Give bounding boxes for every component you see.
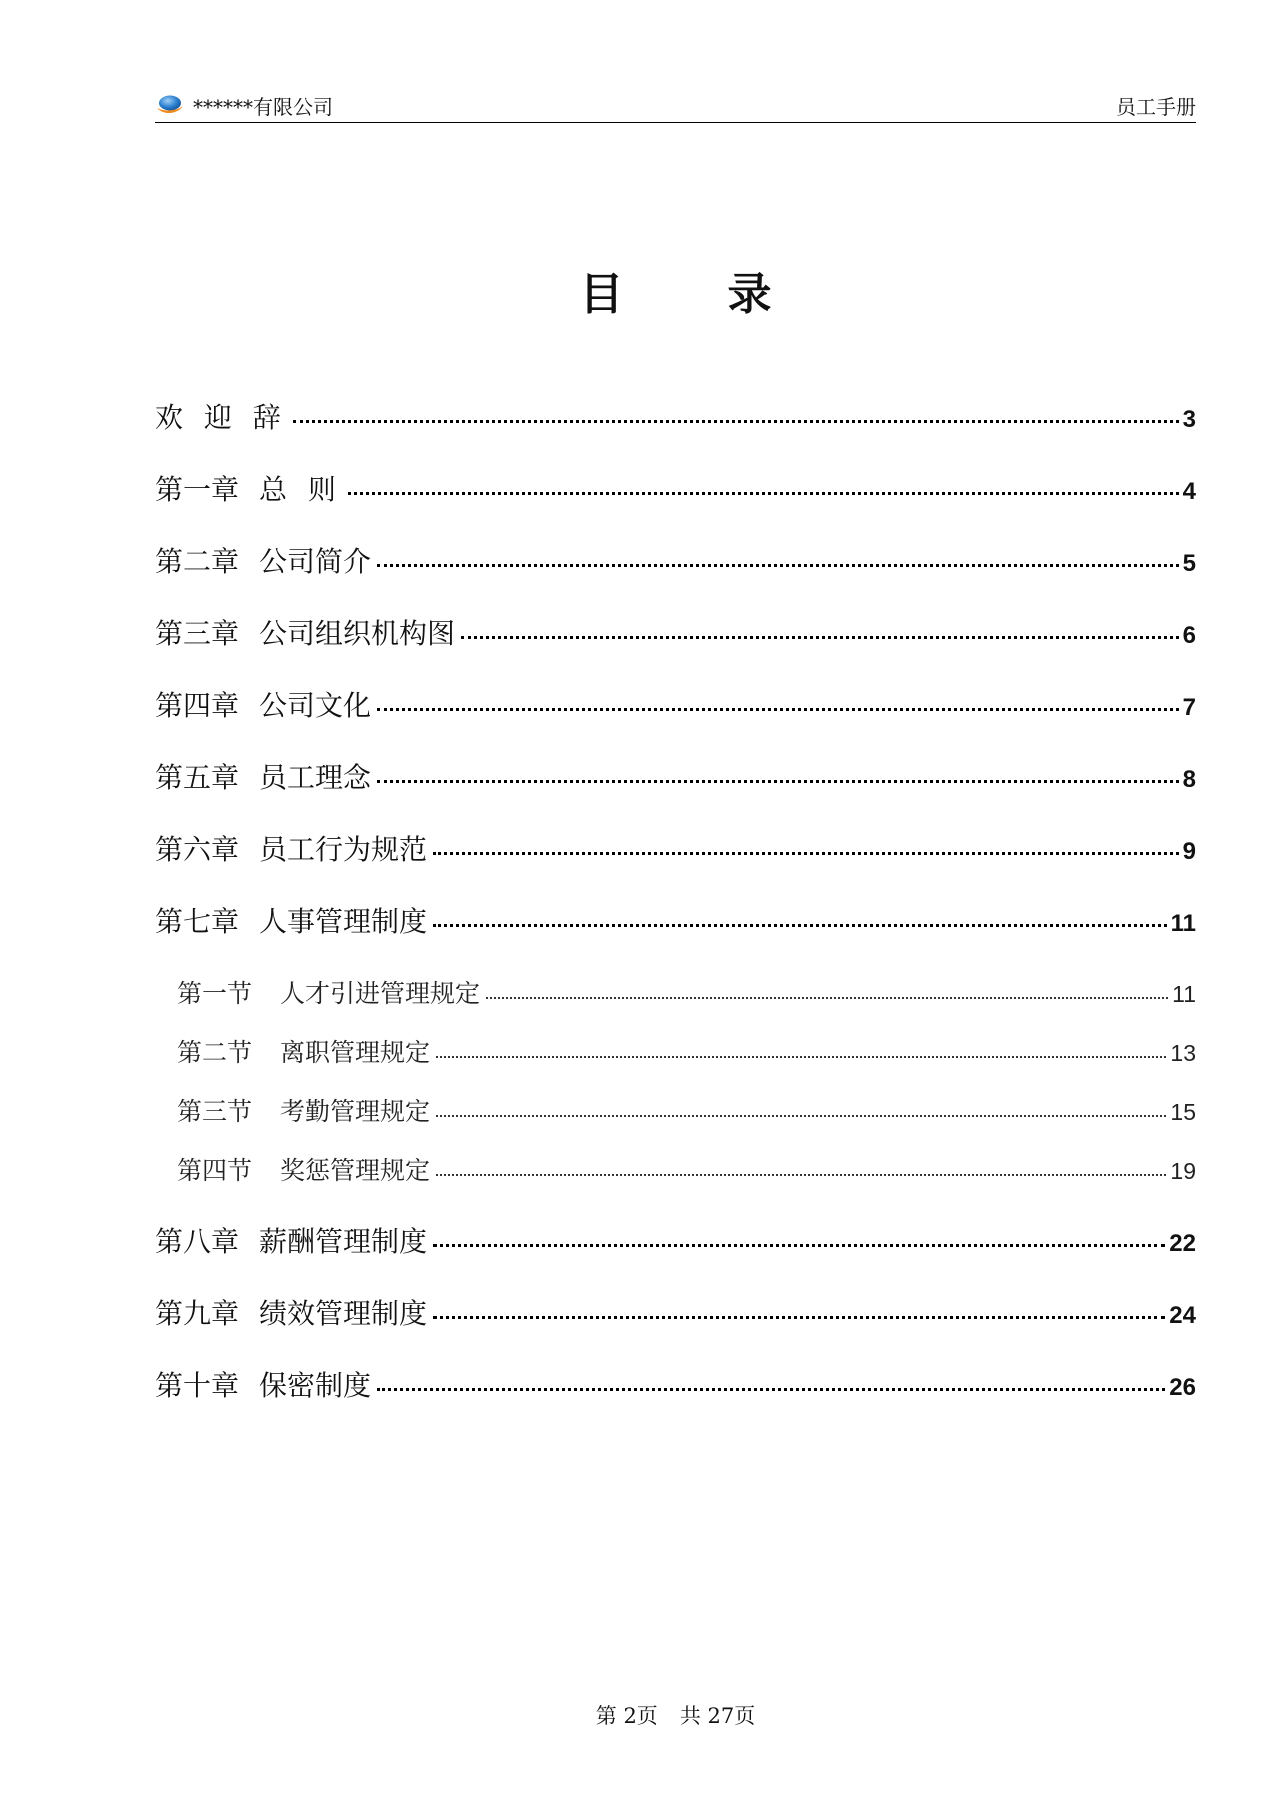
toc-section-row[interactable] bbox=[155, 964, 1196, 1023]
toc-section-title: 人才引进管理规定 bbox=[280, 979, 481, 1008]
company-name: ******有限公司 bbox=[193, 94, 333, 119]
toc-chapter-title: 薪酬管理制度 bbox=[259, 1225, 428, 1258]
toc-dot-leader bbox=[377, 708, 1179, 711]
toc-dot-leader bbox=[436, 1174, 1166, 1176]
toc-chapter-label: 第六章 bbox=[155, 833, 240, 866]
toc-page-number: 8 bbox=[1182, 766, 1196, 793]
toc-section-row[interactable] bbox=[155, 1082, 1196, 1141]
toc-page-number: 22 bbox=[1169, 1230, 1196, 1257]
toc-chapter-label: 第八章 bbox=[155, 1225, 240, 1258]
toc-dot-leader bbox=[377, 1388, 1165, 1391]
toc-dot-leader bbox=[433, 1244, 1165, 1247]
toc-dot-leader bbox=[433, 852, 1179, 855]
page-total: 共 27页 bbox=[679, 1704, 756, 1728]
toc-page-number: 13 bbox=[1170, 1040, 1196, 1066]
toc-chapter-label: 第二章 bbox=[155, 545, 240, 578]
table-of-contents bbox=[155, 382, 1196, 1422]
toc-chapter-title: 绩效管理制度 bbox=[259, 1297, 428, 1330]
toc-dot-leader bbox=[433, 924, 1167, 927]
toc-chapter-row[interactable] bbox=[155, 598, 1196, 670]
toc-dot-leader bbox=[461, 636, 1179, 639]
toc-chapter-row[interactable] bbox=[155, 526, 1196, 598]
toc-page-number: 11 bbox=[1170, 910, 1196, 937]
toc-chapter-row[interactable] bbox=[155, 1350, 1196, 1422]
toc-page-number: 15 bbox=[1170, 1099, 1196, 1125]
toc-page-number: 3 bbox=[1182, 406, 1196, 433]
toc-section-group bbox=[155, 964, 1196, 1200]
toc-chapter-label: 第五章 bbox=[155, 761, 240, 794]
toc-chapter-title: 欢 迎 辞 bbox=[155, 401, 287, 434]
toc-section-label: 第二节 bbox=[177, 1038, 253, 1067]
toc-chapter-row[interactable] bbox=[155, 382, 1196, 454]
toc-chapter-row[interactable] bbox=[155, 454, 1196, 526]
toc-heading-char: 目 bbox=[579, 269, 624, 320]
toc-page-number: 9 bbox=[1182, 838, 1196, 865]
toc-chapter-row[interactable] bbox=[155, 814, 1196, 886]
toc-page-number: 4 bbox=[1182, 478, 1196, 505]
toc-section-row[interactable] bbox=[155, 1023, 1196, 1082]
toc-chapter-label: 第一章 bbox=[155, 473, 240, 506]
toc-chapter-title: 员工行为规范 bbox=[259, 833, 428, 866]
toc-section-label: 第一节 bbox=[177, 979, 253, 1008]
toc-chapter-label: 第十章 bbox=[155, 1369, 240, 1402]
toc-chapter-row[interactable] bbox=[155, 886, 1196, 958]
toc-dot-leader bbox=[436, 1056, 1166, 1058]
toc-page-number: 24 bbox=[1169, 1302, 1196, 1329]
toc-dot-leader bbox=[348, 492, 1179, 495]
page-number: 第 2页 bbox=[595, 1704, 658, 1728]
company-logo bbox=[155, 94, 185, 116]
toc-section-title: 考勤管理规定 bbox=[280, 1097, 431, 1126]
toc-page-number: 11 bbox=[1172, 981, 1196, 1007]
toc-dot-leader bbox=[377, 780, 1179, 783]
toc-chapter-title: 公司文化 bbox=[259, 689, 372, 722]
toc-dot-leader bbox=[433, 1316, 1165, 1319]
toc-section-label: 第四节 bbox=[177, 1156, 253, 1185]
toc-heading-char: 录 bbox=[727, 269, 772, 320]
toc-dot-leader bbox=[293, 420, 1179, 423]
toc-page-number: 19 bbox=[1170, 1158, 1196, 1184]
document-title: 员工手册 bbox=[1116, 94, 1196, 119]
toc-page-number: 6 bbox=[1182, 622, 1196, 649]
toc-chapter-row[interactable] bbox=[155, 670, 1196, 742]
page-footer bbox=[155, 1700, 1196, 1730]
toc-section-label: 第三节 bbox=[177, 1097, 253, 1126]
toc-chapter-title: 总 则 bbox=[259, 473, 342, 506]
toc-chapter-label: 第四章 bbox=[155, 689, 240, 722]
toc-chapter-row[interactable] bbox=[155, 1278, 1196, 1350]
toc-section-row[interactable] bbox=[155, 1141, 1196, 1200]
toc-chapter-label: 第七章 bbox=[155, 905, 240, 938]
toc-chapter-label: 第九章 bbox=[155, 1297, 240, 1330]
toc-page-number: 26 bbox=[1169, 1374, 1196, 1401]
toc-section-title: 离职管理规定 bbox=[280, 1038, 431, 1067]
page-header bbox=[155, 88, 1196, 123]
toc-chapter-title: 公司组织机构图 bbox=[259, 617, 456, 650]
toc-chapter-title: 员工理念 bbox=[259, 761, 372, 794]
toc-dot-leader bbox=[486, 997, 1168, 999]
toc-page-number: 7 bbox=[1182, 694, 1196, 721]
toc-page-number: 5 bbox=[1182, 550, 1196, 577]
toc-heading bbox=[155, 262, 1196, 318]
toc-chapter-title: 人事管理制度 bbox=[259, 905, 428, 938]
toc-section-title: 奖惩管理规定 bbox=[280, 1156, 431, 1185]
toc-chapter-label: 第三章 bbox=[155, 617, 240, 650]
toc-dot-leader bbox=[377, 564, 1179, 567]
toc-chapter-row[interactable] bbox=[155, 742, 1196, 814]
toc-dot-leader bbox=[436, 1115, 1166, 1117]
toc-chapter-row[interactable] bbox=[155, 1206, 1196, 1278]
toc-chapter-title: 保密制度 bbox=[259, 1369, 372, 1402]
toc-chapter-title: 公司简介 bbox=[259, 545, 372, 578]
